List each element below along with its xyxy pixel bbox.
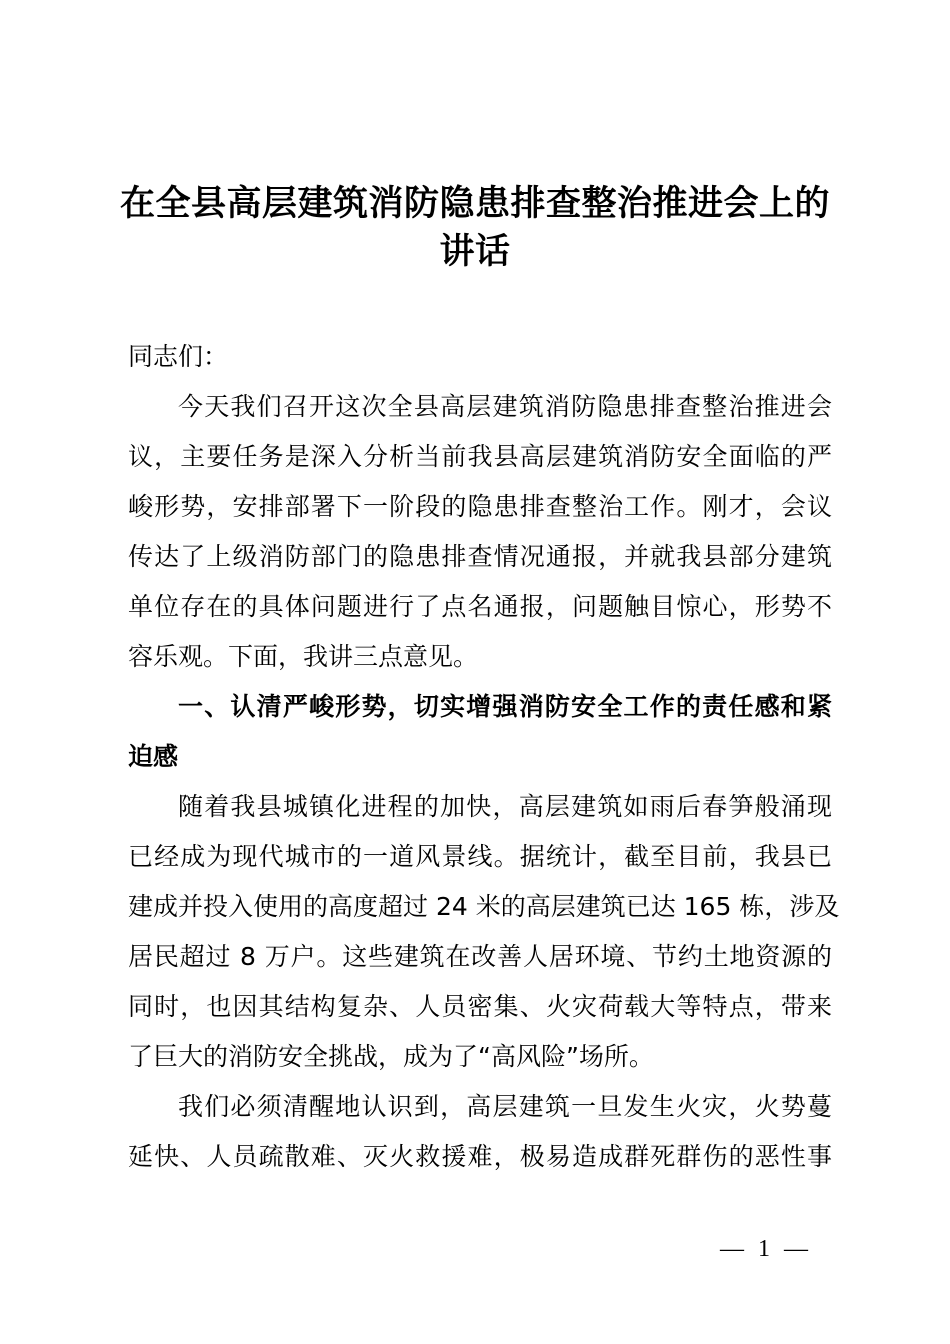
text-line: 延快、人员疏散难、灭火救援难，极易造成群死群伤的恶性事 xyxy=(128,1142,832,1171)
title-line-2: 讲话 xyxy=(439,232,511,272)
text-line: 议，主要任务是深入分析当前我县高层建筑消防安全面临的严 xyxy=(128,442,832,471)
text-line: 传达了上级消防部门的隐患排查情况通报，并就我县部分建筑 xyxy=(128,542,832,571)
text-line: 迫感 xyxy=(128,742,179,771)
page-number: — 1 — xyxy=(720,1236,812,1262)
text-line: 同时，也因其结构复杂、人员密集、火灾荷载大等特点，带来 xyxy=(128,992,832,1021)
title-line-1: 在全县高层建筑消防隐患排查整治推进会上的 xyxy=(119,184,830,224)
document-body xyxy=(128,332,840,1182)
text-line: 建成并投入使用的高度超过 24 米的高层建筑已达 165 栋，涉及 xyxy=(128,892,840,921)
salutation: 同志们： xyxy=(128,342,229,371)
paragraph xyxy=(128,1082,832,1182)
paragraph xyxy=(128,382,832,682)
text-line: 已经成为现代城市的一道风景线。据统计，截至目前，我县已 xyxy=(128,842,832,871)
text-line: 今天我们召开这次全县高层建筑消防隐患排查整治推进会 xyxy=(178,392,832,421)
text-line: 一、认清严峻形势，切实增强消防安全工作的责任感和紧 xyxy=(178,692,832,721)
section-heading xyxy=(128,682,832,782)
text-line: 了巨大的消防安全挑战，成为了“高风险”场所。 xyxy=(128,1042,654,1071)
text-line: 我们必须清醒地认识到，高层建筑一旦发生火灾，火势蔓 xyxy=(178,1092,832,1121)
text-line: 峻形势，安排部署下一阶段的隐患排查整治工作。刚才，会议 xyxy=(128,492,832,521)
text-line: 单位存在的具体问题进行了点名通报，问题触目惊心，形势不 xyxy=(128,592,832,621)
document-title xyxy=(100,180,850,276)
paragraph xyxy=(128,782,840,1082)
text-line: 随着我县城镇化进程的加快，高层建筑如雨后春笋般涌现 xyxy=(178,792,832,821)
text-line: 容乐观。下面，我讲三点意见。 xyxy=(128,642,479,671)
text-line: 居民超过 8 万户。这些建筑在改善人居环境、节约土地资源的 xyxy=(128,942,832,971)
